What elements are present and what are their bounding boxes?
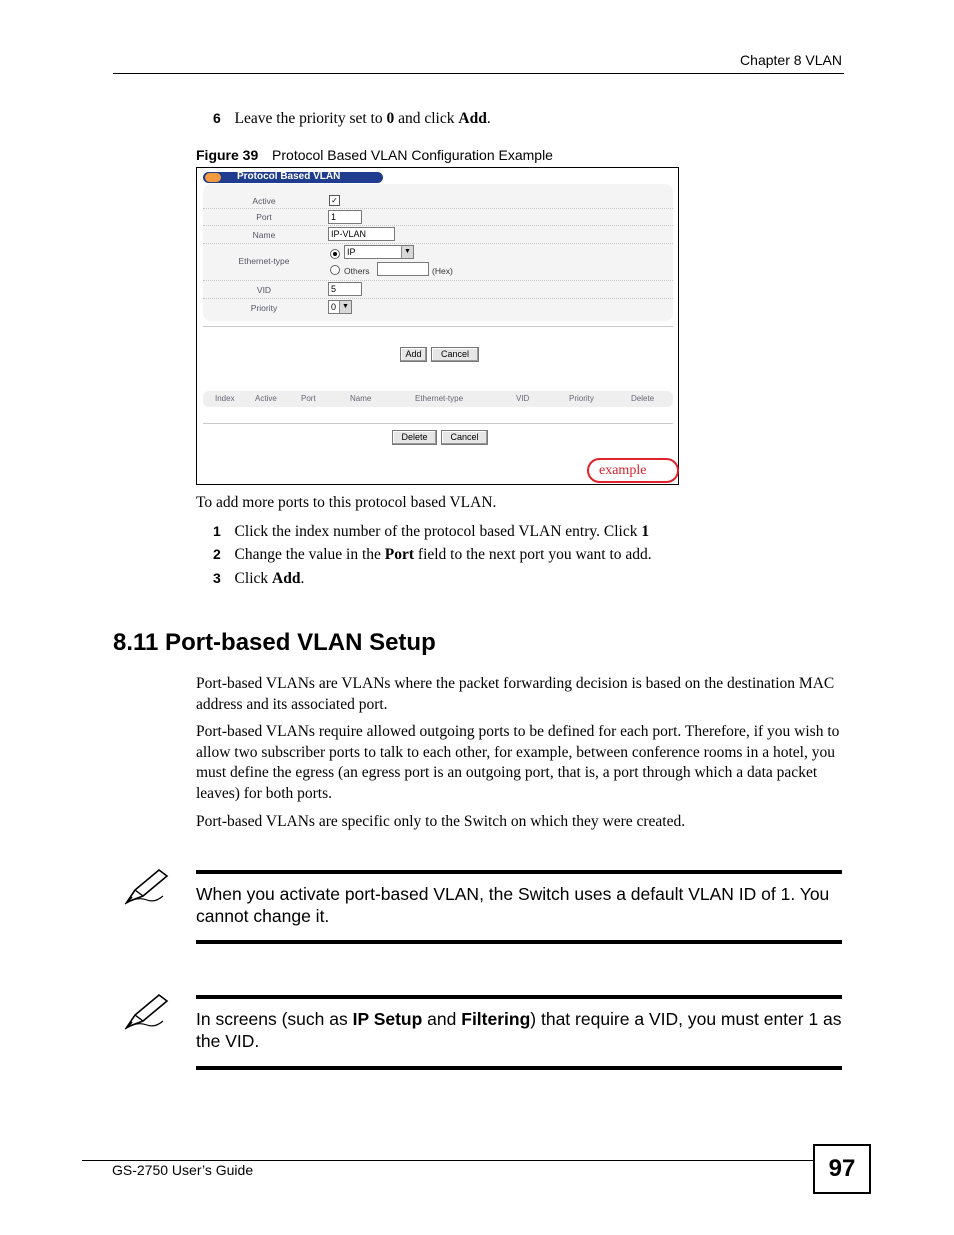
intro-text: To add more ports to this protocol based VLAN.	[196, 494, 497, 511]
others-hex-input[interactable]	[377, 262, 429, 276]
chevron-down-icon: ▼	[339, 301, 351, 313]
ethertype-label: Ethernet-type	[238, 256, 290, 266]
row-vid	[203, 280, 673, 299]
step-2	[213, 544, 652, 565]
col-ethertype: Ethernet-type	[415, 394, 464, 403]
paragraph-2: Port-based VLANs require allowed outgoing ports to be defined for each port. Therefore, if you wish to allow two subscriber ports to talk to each other, for example, between conference rooms in a hotel, you must define the egress (an egress port is an outgoing port, that is, a port through which a data packet leaves) for both ports.	[196, 723, 840, 802]
row-active	[203, 184, 673, 209]
table-cancel-button[interactable]: Cancel	[441, 430, 488, 445]
section-title: 8.11 Port-based VLAN Setup	[113, 629, 436, 656]
row-name	[203, 225, 673, 244]
step-1	[213, 521, 649, 542]
note2-top-bar	[196, 995, 842, 999]
footer-guide-title: GS-2750 User’s Guide	[112, 1162, 254, 1178]
note2-text	[196, 1008, 844, 1052]
step-number: 3	[213, 570, 221, 586]
screen-title: Protocol Based VLAN	[237, 171, 341, 182]
ethertype-select[interactable]	[344, 245, 414, 259]
step-bold-value: 0	[386, 110, 395, 127]
ethertype-radio-ip[interactable]	[330, 249, 340, 259]
note2-bottom-bar	[196, 1066, 842, 1070]
note-pen-icon	[123, 866, 173, 906]
table-divider	[203, 423, 673, 424]
note1-text: When you activate port-based VLAN, the Switch uses a default VLAN ID of 1. You cannot change it.	[196, 884, 830, 926]
vid-input[interactable]: 5	[328, 282, 362, 296]
ethertype-selected: IP	[347, 247, 356, 257]
name-label: Name	[252, 230, 276, 240]
step-text: field to the next port you want to add.	[414, 546, 652, 563]
step-3	[213, 568, 304, 589]
col-delete: Delete	[631, 394, 655, 403]
step-bold-add: Add	[458, 110, 487, 127]
example-callout: example	[587, 458, 679, 483]
note1-bottom-bar	[196, 940, 842, 944]
page-number: 97	[813, 1144, 871, 1194]
name-input[interactable]: IP-VLAN	[328, 227, 395, 241]
delete-button[interactable]: Delete	[392, 430, 437, 445]
figure-title: Protocol Based VLAN Configuration Example	[272, 147, 553, 163]
step-text: .	[486, 110, 491, 127]
footer-rule	[82, 1160, 814, 1161]
vid-label: VID	[256, 285, 272, 295]
step-text: .	[300, 570, 305, 587]
active-checkbox[interactable]: ✓	[329, 195, 340, 206]
title-knob-icon	[205, 173, 221, 182]
note2-bold-filtering: Filtering	[461, 1009, 531, 1029]
figure-screenshot	[196, 167, 679, 485]
row-priority	[203, 298, 673, 316]
screen-title-bar	[203, 172, 383, 183]
step-6	[213, 108, 491, 129]
hex-label: (Hex)	[432, 266, 453, 276]
step-number: 2	[213, 546, 221, 562]
chapter-header: Chapter 8 VLAN	[740, 52, 842, 68]
note1-top-bar	[196, 870, 842, 874]
step-text: Click the index number of the protocol based VLAN entry. Click	[234, 523, 642, 540]
priority-label: Priority	[250, 303, 278, 313]
header-rule	[113, 73, 844, 74]
figure-label: Figure 39	[196, 147, 259, 163]
port-input[interactable]: 1	[328, 210, 362, 224]
step-number: 1	[213, 523, 221, 539]
chevron-down-icon: ▼	[401, 246, 413, 258]
figure-caption	[196, 147, 553, 163]
col-name: Name	[350, 394, 372, 403]
vlan-table-header	[203, 391, 673, 407]
note2-bold-ip-setup: IP Setup	[352, 1009, 423, 1029]
note2-text-part: ) that require a VID, you must enter 1 as the VID.	[196, 1009, 842, 1051]
col-priority: Priority	[569, 394, 594, 403]
port-label: Port	[256, 212, 272, 222]
step-text: and click	[394, 110, 459, 127]
cancel-button[interactable]: Cancel	[431, 347, 479, 362]
form-divider	[203, 326, 673, 327]
row-port	[203, 208, 673, 226]
priority-selected: 0	[331, 302, 337, 312]
row-ethertype	[203, 243, 673, 281]
step-bold: 1	[641, 523, 650, 540]
step-text: Click	[234, 570, 273, 587]
col-active: Active	[255, 394, 277, 403]
note-pen-icon	[123, 991, 173, 1031]
add-button[interactable]: Add	[400, 347, 427, 362]
paragraph-3: Port-based VLANs are specific only to the Switch on which they were created.	[196, 813, 686, 830]
step-bold: Add	[272, 570, 301, 587]
col-index: Index	[215, 394, 235, 403]
vlan-form-panel	[203, 184, 673, 321]
others-label: Others	[344, 266, 370, 276]
step-text: Leave the priority set to	[234, 110, 387, 127]
step-number: 6	[213, 110, 221, 126]
active-label: Active	[252, 196, 276, 206]
priority-select[interactable]	[328, 300, 352, 314]
step-bold: Port	[384, 546, 415, 563]
note2-text-part: In screens (such as	[196, 1009, 353, 1029]
col-port: Port	[301, 394, 316, 403]
step-text: Change the value in the	[234, 546, 385, 563]
col-vid: VID	[516, 394, 530, 403]
ethertype-radio-others[interactable]	[330, 265, 340, 275]
paragraph-1: Port-based VLANs are VLANs where the packet forwarding decision is based on the destination MAC address and its associated port.	[196, 675, 835, 713]
note2-text-part: and	[422, 1009, 462, 1029]
